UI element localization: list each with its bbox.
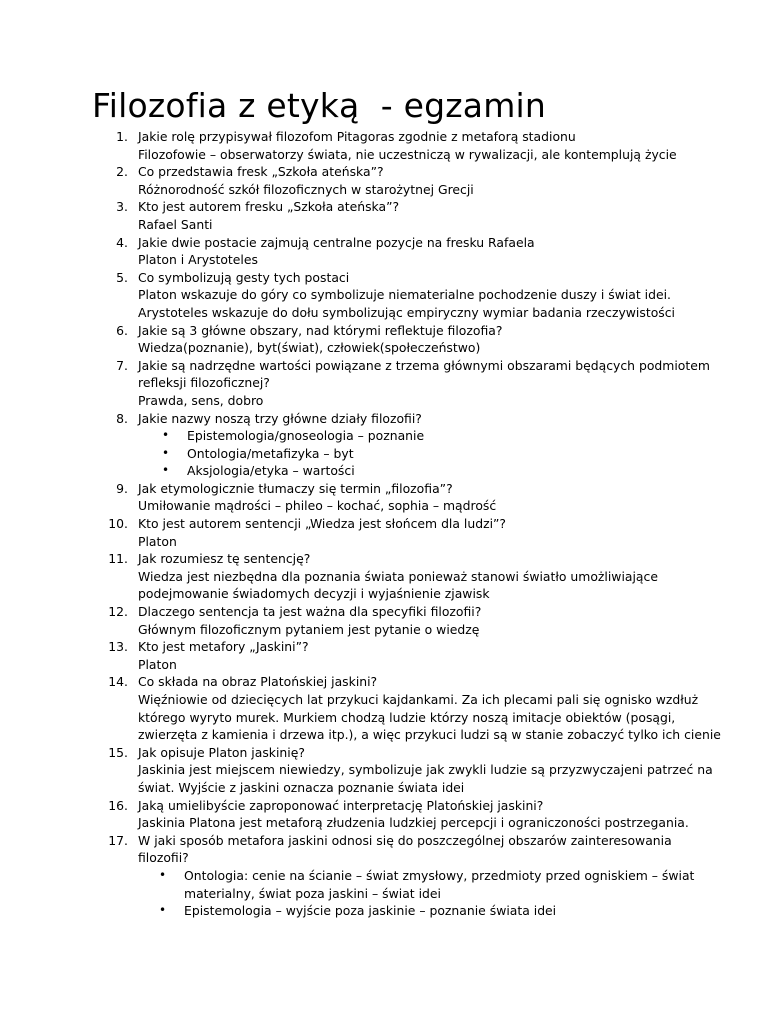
bullet-text: Epistemologia/gnoseologia – poznanie <box>187 428 425 444</box>
question-text: Kto jest autorem sentencji „Wiedza jest słońcem dla ludzi”? <box>138 516 507 532</box>
answer-text: Platon <box>138 533 177 549</box>
question-item <box>0 797 768 815</box>
answer-text: refleksji filozoficznej? <box>138 375 270 391</box>
question-item <box>0 357 768 375</box>
answer-text: Rafael Santi <box>138 216 213 232</box>
bullet-item <box>0 445 768 463</box>
question-number: 13. <box>108 639 128 655</box>
answer-text: Więźniowie od dziecięcych lat przykuci kajdankami. Za ich plecami pali się ognisko wzdłuż <box>138 692 699 707</box>
question-text: Co przedstawia fresk „Szkoła ateńska”? <box>138 164 384 180</box>
answer-line <box>0 568 768 586</box>
question-text: Jakie dwie postacie zajmują centralne pozycje na fresku Rafaela <box>138 234 535 250</box>
bullet-continuation <box>0 885 768 903</box>
bullet-text: Ontologia: cenie na ścianie – świat zmysłowy, przedmioty przed ogniskiem – świat <box>184 867 695 883</box>
question-item <box>0 269 768 287</box>
question-text: Jakie rolę przypisywał filozofom Pitagoras zgodnie z metaforą stadionu <box>138 129 576 144</box>
question-item <box>0 550 768 568</box>
question-number: 2. <box>116 164 128 180</box>
question-number: 5. <box>116 269 128 285</box>
bullet-text: Ontologia/metafizyka – byt <box>187 445 354 461</box>
question-number: 15. <box>108 744 128 760</box>
answer-line <box>0 374 768 392</box>
bullet-icon: • <box>159 903 167 918</box>
question-text: Jakie nazwy noszą trzy główne działy filozofii? <box>138 410 422 426</box>
bullet-item <box>0 867 768 885</box>
answer-text: Wiedza(poznanie), byt(świat), człowiek(społeczeństwo) <box>138 340 481 356</box>
question-number: 6. <box>116 322 128 338</box>
question-text: Co składa na obraz Platońskiej jaskini? <box>138 674 378 690</box>
answer-line <box>0 339 768 357</box>
answer-text: Prawda, sens, dobro <box>138 392 264 408</box>
answer-line <box>0 392 768 410</box>
bullet-icon: • <box>162 445 170 460</box>
question-text: Co symbolizują gesty tych postaci <box>138 269 350 285</box>
answer-text: Umiłowanie mądrości – phileo – kochać, sophia – mądrość <box>138 498 497 514</box>
question-item <box>0 744 768 762</box>
bullet-icon: • <box>159 867 167 882</box>
answer-text: Wiedza jest niezbędna dla poznania świata ponieważ stanowi światło umożliwiające <box>138 568 658 584</box>
question-text: Kto jest metafory „Jaskini”? <box>138 639 309 655</box>
answer-text: Arystoteles wskazuje do dołu symbolizując empiryczny wymiar badania rzeczywistości <box>138 304 675 320</box>
question-number: 4. <box>116 234 128 250</box>
answer-line <box>0 146 768 164</box>
question-text: Jak etymologicznie tłumaczy się termin „filozofia”? <box>138 480 453 496</box>
answer-line <box>0 761 768 779</box>
answer-text: podejmowanie świadomych decyzji i wyjaśnienie zjawisk <box>138 586 490 602</box>
question-number: 8. <box>116 410 128 426</box>
bullet-text: Aksjologia/etyka – wartości <box>187 463 355 479</box>
answer-text: Platon wskazuje do góry co symbolizuje niematerialne pochodzenie duszy i świat idei. <box>138 287 671 303</box>
question-item <box>0 128 768 146</box>
question-item <box>0 410 768 428</box>
question-item <box>0 638 768 656</box>
answer-line <box>0 656 768 674</box>
question-number: 1. <box>116 129 128 144</box>
question-number: 12. <box>108 604 128 620</box>
question-number: 11. <box>108 551 128 567</box>
question-item <box>0 603 768 621</box>
bullet-item <box>0 427 768 445</box>
answer-text: Platon <box>138 656 177 672</box>
answer-text: zwierzęta z kamienia i drzewa itp.), a więc przykuci ludzi są w stanie zobaczyć tylko ich cienie <box>138 727 721 743</box>
answer-text: Platon i Arystoteles <box>138 252 258 268</box>
question-text: W jaki sposób metafora jaskini odnosi się do poszczególnej obszarów zainteresowania <box>138 832 672 848</box>
question-item <box>0 480 768 498</box>
answer-line <box>0 709 768 727</box>
bullet-text: Epistemologia – wyjście poza jaskinie – poznanie świata idei <box>184 903 557 919</box>
bullet-text-continued: materialny, świat poza jaskini – świat idei <box>184 885 441 901</box>
answer-line <box>0 533 768 551</box>
question-number: 3. <box>116 199 128 215</box>
question-item <box>0 322 768 340</box>
bullet-item <box>0 462 768 480</box>
question-text: Dlaczego sentencja ta jest ważna dla specyfiki filozofii? <box>138 604 482 620</box>
answer-line <box>0 497 768 515</box>
question-text: Jak opisuje Platon jaskinię? <box>138 744 305 760</box>
answer-line <box>0 181 768 199</box>
bullet-icon: • <box>162 463 170 478</box>
question-number: 10. <box>108 516 128 532</box>
question-item <box>0 163 768 181</box>
question-number: 16. <box>108 797 128 813</box>
question-number: 7. <box>116 357 128 373</box>
question-number: 14. <box>108 674 128 690</box>
answer-line <box>0 585 768 603</box>
question-text: Jakie są 3 główne obszary, nad którymi reflektuje filozofia? <box>138 322 503 338</box>
question-item <box>0 515 768 533</box>
bullet-item <box>0 902 768 920</box>
bullet-icon: • <box>162 428 170 443</box>
page-title: Filozofia z etyką - egzamin <box>92 86 547 125</box>
answer-text: świat. Wyjście z jaskini oznacza poznanie świata idei <box>138 779 465 795</box>
answer-line <box>0 691 768 709</box>
answer-line <box>0 621 768 639</box>
answer-line <box>0 286 768 304</box>
question-item <box>0 198 768 216</box>
answer-line <box>0 251 768 269</box>
answer-text: Różnorodność szkół filozoficznych w starożytnej Grecji <box>138 181 474 197</box>
question-text: Jak rozumiesz tę sentencję? <box>138 551 311 567</box>
answer-text: Filozofowie – obserwatorzy świata, nie uczestniczą w rywalizacji, ale kontemplują życie <box>138 146 677 162</box>
answer-line <box>0 814 768 832</box>
answer-text: Jaskinia Platona jest metaforą złudzenia ludzkiej percepcji i ograniczoności postrzegania. <box>138 815 689 831</box>
answer-text: filozofii? <box>138 850 189 866</box>
answer-line <box>0 304 768 322</box>
question-text: Jakie są nadrzędne wartości powiązane z trzema głównymi obszarami będących podmiotem <box>138 357 710 373</box>
question-item <box>0 234 768 252</box>
question-text: Jaką umielibyście zaproponować interpretację Platońskiej jaskini? <box>138 797 544 813</box>
answer-line <box>0 779 768 797</box>
question-text: Kto jest autorem fresku „Szkoła ateńska”? <box>138 199 400 215</box>
answer-line <box>0 849 768 867</box>
question-list <box>0 128 768 920</box>
question-item <box>0 832 768 850</box>
question-number: 9. <box>116 480 128 496</box>
answer-text: Głównym filozoficznym pytaniem jest pytanie o wiedzę <box>138 621 480 637</box>
question-number: 17. <box>108 832 128 848</box>
answer-line <box>0 726 768 744</box>
question-item <box>0 673 768 691</box>
answer-text: którego wyryto murek. Murkiem chodzą ludzie którzy noszą imitacje obiektów (posągi, <box>138 709 676 725</box>
answer-line <box>0 216 768 234</box>
answer-text: Jaskinia jest miejscem niewiedzy, symbolizuje jak zwykli ludzie są przyzwyczajeni patrzeć na <box>138 762 713 778</box>
